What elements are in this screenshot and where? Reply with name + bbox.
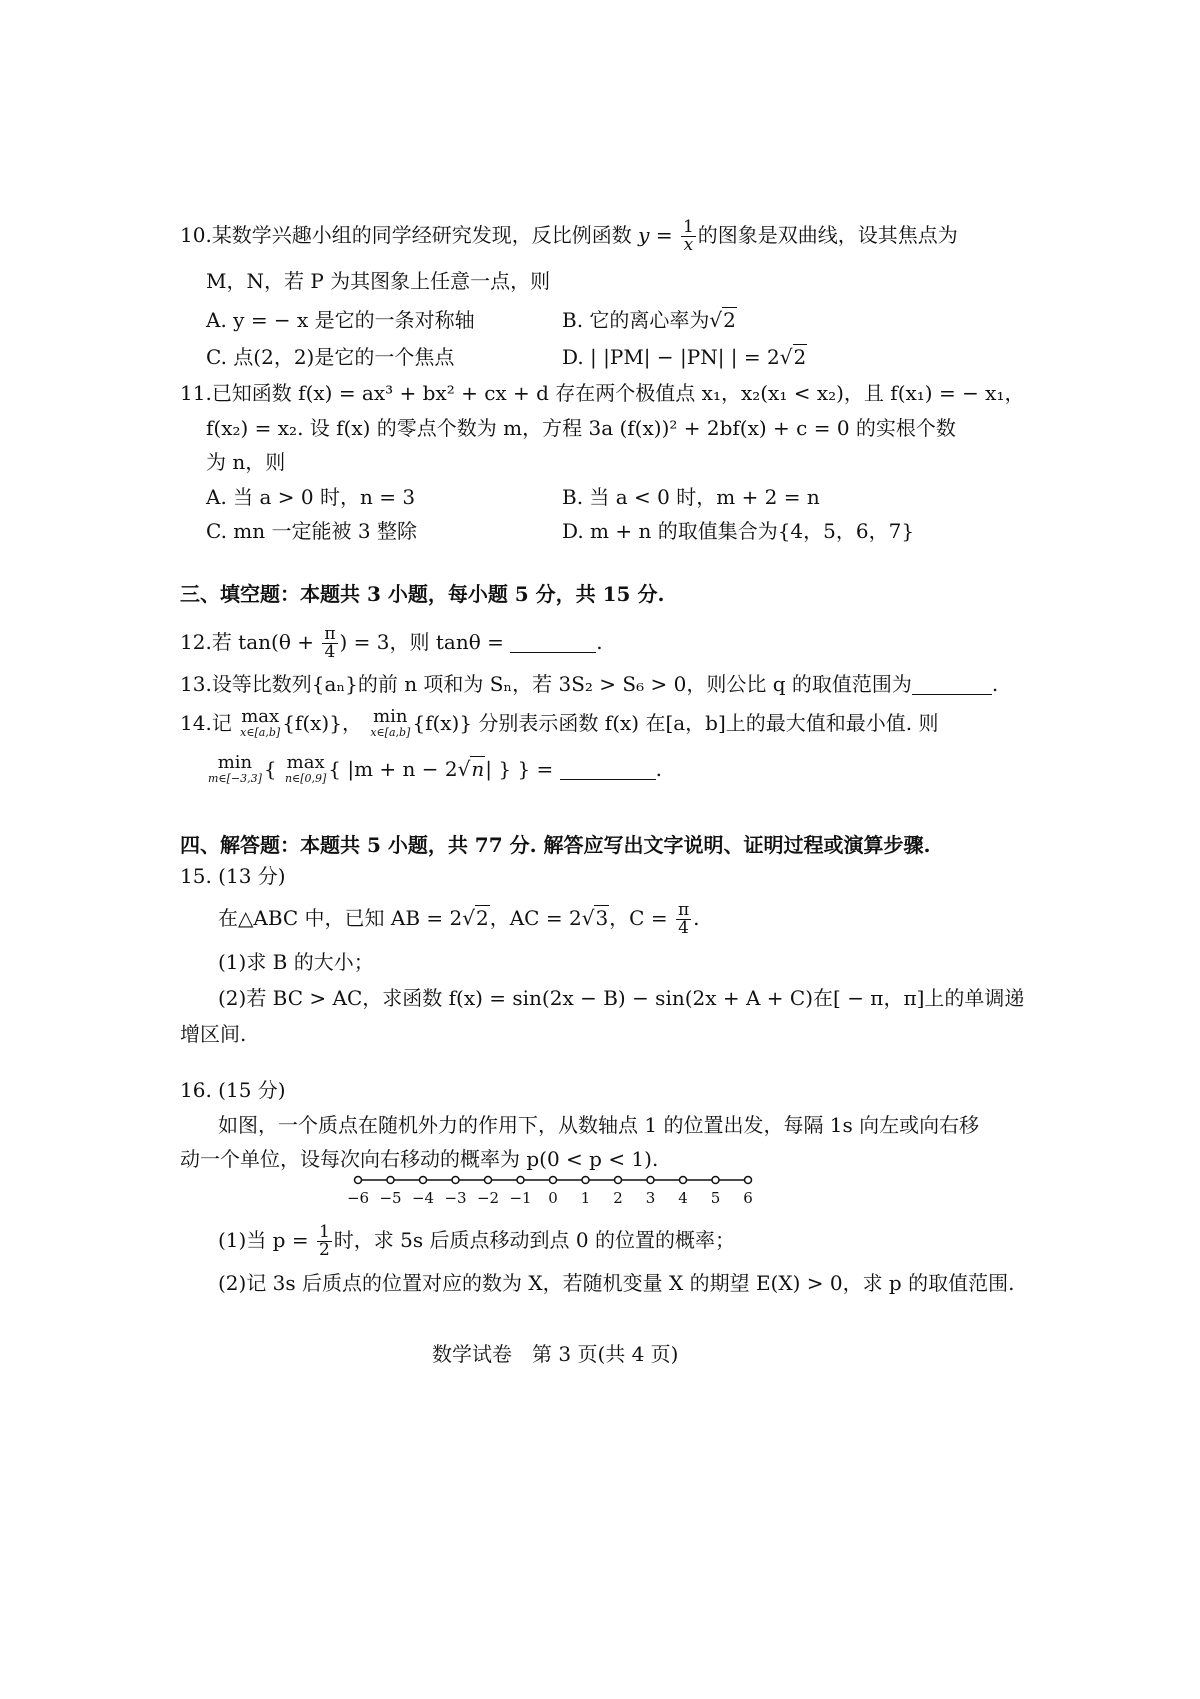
number-line-tick-label: −1 <box>509 1189 532 1207</box>
number-line-tick-label: 4 <box>678 1189 688 1207</box>
number-line-point <box>550 1177 557 1184</box>
q10-fraction: $\frac{1}{x}$ <box>682 217 694 255</box>
answer-blank <box>510 632 596 653</box>
q14-line-1: 14.记 max x∈[a,b] {f(x)}， min x∈[a,b] {f(x)} 分别表示函数 f(x) 在[a，b]上的最大值和最小值. 则 <box>180 705 939 739</box>
q11-line-2: f(x₂) = x₂. 设 f(x) 的零点个数为 m，方程 3a (f(x))² + 2bf(x) + c = 0 的实根个数 <box>206 416 956 440</box>
number-line-diagram <box>340 1170 770 1210</box>
q12-fraction: $\frac{\pi}{4}$ <box>324 624 336 662</box>
max-operator: max x∈[a,b] <box>240 705 281 739</box>
number-line-tick-label: 6 <box>743 1189 753 1207</box>
min-operator: min m∈[−3,3] <box>208 751 262 785</box>
number-line-point <box>452 1177 459 1184</box>
q16-fraction: $\frac{1}{2}$ <box>318 1222 330 1260</box>
number-line-tick-label: −3 <box>444 1189 467 1207</box>
section-4-heading: 四、解答题：本题共 5 小题，共 77 分. 解答应写出文字说明、证明过程或演算步骤. <box>180 833 931 857</box>
number-line-point <box>647 1177 654 1184</box>
q16-line-1: 如图，一个质点在随机外力的作用下，从数轴点 1 的位置出发，每隔 1s 向左或向右移 <box>218 1113 980 1137</box>
number-line-tick-label: 2 <box>613 1189 623 1207</box>
q11-number: 11. <box>180 381 212 405</box>
q15-part-1: (1)求 B 的大小； <box>218 950 374 974</box>
sqrt-symbol: √2 <box>709 308 736 332</box>
number-line-tick-label: −6 <box>346 1189 370 1207</box>
number-line-point <box>582 1177 589 1184</box>
q16-heading: 16. (15 分) <box>180 1078 286 1102</box>
number-line-point <box>615 1177 622 1184</box>
q13-line: 13.设等比数列{aₙ}的前 n 项和为 Sₙ，若 3S₂ > S₆ > 0，则公比 q 的取值范围为 . <box>180 672 999 696</box>
number-line-tick-label: 5 <box>710 1189 721 1207</box>
sqrt-symbol: √3 <box>581 906 609 930</box>
answer-blank <box>560 759 656 780</box>
max-operator: max n∈[0,9] <box>284 751 327 785</box>
q10-line-1: 10.某数学兴趣小组的同学经研究发现，反比例函数 y = $\frac{1}{x}$ 的图象是双曲线，设其焦点为 <box>180 217 958 255</box>
q12-number: 12. <box>180 630 212 654</box>
sqrt-symbol: √2 <box>779 345 807 369</box>
q10-number: 10. <box>180 223 212 247</box>
number-line-point <box>420 1177 427 1184</box>
number-line-point <box>712 1177 719 1184</box>
number-line-tick-label: −5 <box>379 1189 402 1207</box>
q16-part-1: (1)当 p = $\frac{1}{2}$ 时，求 5s 后质点移动到点 0 的位置的概率； <box>218 1222 735 1260</box>
q10-line-2: M，N，若 P 为其图象上任意一点，则 <box>206 269 551 293</box>
q15-part-2-line-2: 增区间. <box>180 1022 247 1046</box>
q16-part-2: (2)记 3s 后质点的位置对应的数为 X，若随机变量 X 的期望 E(X) > 0，求 p 的取值范围. <box>218 1271 1015 1295</box>
q11-option-b: B. 当 a < 0 时，m + 2 = n <box>562 485 820 509</box>
number-line-tick-label: 3 <box>645 1189 656 1207</box>
q11-option-d: D. m + n 的取值集合为{4，5，6，7} <box>562 519 915 543</box>
q15-heading: 15. (13 分) <box>180 864 286 888</box>
q16-line-2: 动一个单位，设每次向右移动的概率为 p(0 < p < 1). <box>180 1147 659 1171</box>
number-line-point <box>517 1177 524 1184</box>
q11-line-3: 为 n，则 <box>206 450 286 474</box>
number-line-tick-label: −2 <box>476 1189 500 1207</box>
q15-fraction: $\frac{\pi}{4}$ <box>677 900 690 938</box>
min-operator: min x∈[a,b] <box>370 705 411 739</box>
q10-option-b: B. 它的离心率为√2 <box>562 305 737 335</box>
q11-line-1: 11.已知函数 f(x) = ax³ + bx² + cx + d 存在两个极值点 x₁，x₂(x₁ < x₂)，且 f(x₁) = − x₁， <box>180 381 1025 405</box>
number-line-point <box>387 1177 394 1184</box>
q11-option-c: C. mn 一定能被 3 整除 <box>206 519 417 543</box>
number-line-point <box>355 1177 362 1184</box>
page-footer: 数学试卷 第 3 页(共 4 页) <box>432 1342 679 1366</box>
number-line-tick-label: 0 <box>548 1189 558 1207</box>
q10-option-c: C. 点(2，2)是它的一个焦点 <box>206 345 455 369</box>
q10-option-a: A. y = − x 是它的一条对称轴 <box>206 308 475 332</box>
answer-blank <box>912 674 992 695</box>
number-line-point <box>680 1177 687 1184</box>
q13-number: 13. <box>180 672 212 696</box>
section-3-heading: 三、填空题：本题共 3 小题，每小题 5 分，共 15 分. <box>180 582 665 606</box>
number-line-point <box>485 1177 492 1184</box>
q15-part-2-line-1: (2)若 BC > AC，求函数 f(x) = sin(2x − B) − sin(2x + A + C)在[ − π，π]上的单调递 <box>218 986 1025 1010</box>
q15-stem: 在△ABC 中，已知 AB = 2√2，AC = 2√3，C = $\frac{\pi}{4}$ . <box>218 900 700 938</box>
q11-option-a: A. 当 a > 0 时，n = 3 <box>206 485 416 509</box>
q12-line: 12.若 tan(θ + $\frac{\pi}{4}$ ) = 3，则 tanθ = . <box>180 624 603 662</box>
number-line-point <box>745 1177 752 1184</box>
number-line-tick-label: −4 <box>411 1189 435 1207</box>
sqrt-symbol: √n <box>457 757 485 781</box>
number-line-tick-label: 1 <box>580 1189 591 1207</box>
sqrt-symbol: √2 <box>462 906 489 930</box>
q14-number: 14. <box>180 711 212 735</box>
q14-line-2: min m∈[−3,3] { max n∈[0,9] { |m + n − 2√n| } } = . <box>208 751 662 785</box>
q10-option-d: D. | |PM| − |PN| | = 2√2 <box>562 342 807 372</box>
